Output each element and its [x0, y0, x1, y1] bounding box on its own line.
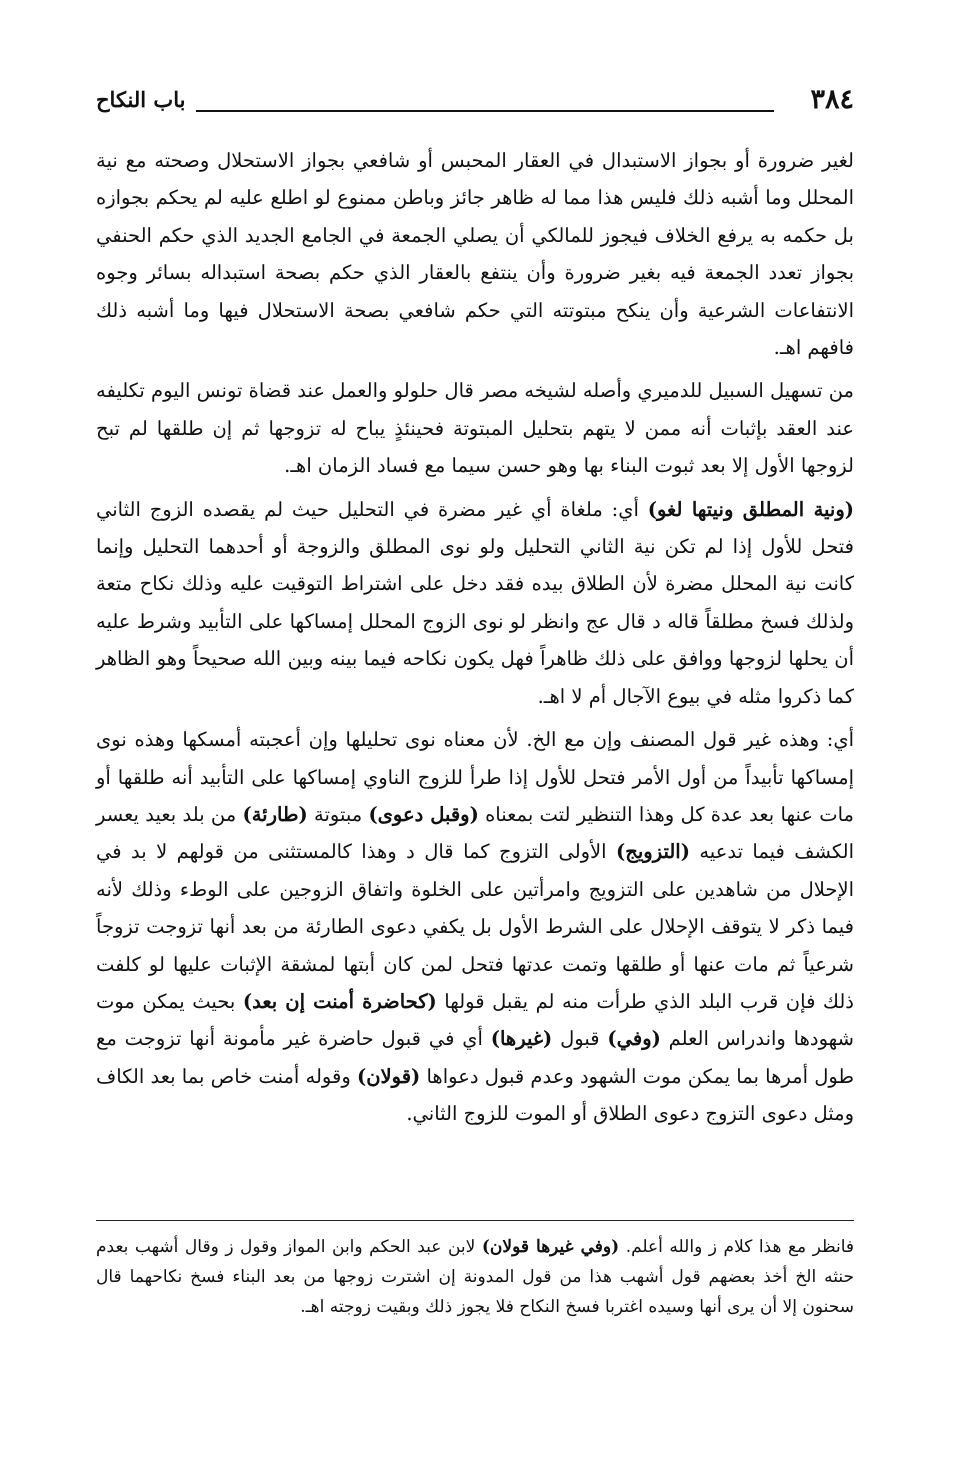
commentary-text: مبتوتة [307, 802, 369, 826]
page-header [96, 82, 854, 122]
matn-quote: (ونية المطلق ونيتها لغو) [647, 497, 854, 521]
paragraph-3 [96, 491, 854, 715]
footnote [96, 1232, 854, 1322]
footnote-text: لابن عبد الحكم وابن المواز وقول ز وقال أشهب بعدم حنثه الخ أخذ بعضهم قول أشهب هذا من قول المدونة إن اشترت زوجها من بعد البناء فسخ نكاحهما قال سحنون إلا أن يرى أنها وسيده اغتربا فسخ النكاح فلا يجوز ذلك وبقيت زوجته اهـ. [96, 1237, 854, 1317]
matn-quote: (كحاضرة أمنت إن بعد) [242, 989, 437, 1013]
matn-quote: (قولان) [356, 1064, 421, 1088]
footnote-text: فانظر مع هذا كلام ز والله أعلم. [619, 1237, 855, 1257]
footnote-paragraph [96, 1232, 854, 1322]
paragraph-1: لغير ضرورة أو بجواز الاستبدال في العقار المحبس أو شافعي بجواز الاستحلال وصحته مع نية المحلل وما أشبه ذلك فليس هذا مما له ظاهر جائز وباطن ممنوع لو اطلع عليه لم يحكم بجوازه بل حكمه به يرفع الخلاف فيجوز للمالكي أن يصلي الجمعة في الجامع الجديد الذي حكم الحنفي بجواز تعدد الجمعة فيه بغير ضرورة وأن ينتفع بالعقار الذي حكم بصحة استبداله بسائر وجوه الانتفاعات الشرعية وأن ينكح مبتوتته التي حكم شافعي بصحة الاستحلال فيها وما أشبه ذلك فافهم اهـ. [96, 149, 854, 360]
commentary-text: أي في قبول حاضرة غير مأمونة أنها تزوجت مع طول أمرها بما يمكن موت الشهود وعدم قبول دعواها [96, 1027, 854, 1088]
footnote-quote: (وفي غيرها قولان) [481, 1237, 620, 1257]
commentary-text: وقوله أمنت خاص بما بعد الكاف ومثل دعوى التزوج دعوى الطلاق أو الموت للزوج الثاني. [96, 1064, 854, 1126]
page-number: ٣٨٤ [810, 84, 854, 115]
chapter-title: باب النكاح [96, 87, 186, 112]
paragraph-4 [96, 721, 854, 1132]
matn-quote: (غيرها) [490, 1027, 553, 1051]
header-rule [196, 110, 774, 112]
matn-quote: (وقبل دعوى) [368, 802, 479, 826]
commentary-text: بحيث يمكن موت شهودها واندراس العلم [96, 989, 854, 1051]
commentary-text: الأولى التزوج كما قال د وهذا كالمستثنى من قولهم لا بد في الإحلال من شاهدين على التزويج وامرأتين على الخلوة واتفاق الزوجين على الوطء وذلك لأنه فيما ذكر لا يتوقف الإحلال على الشرط الأول بل يكفي دعوى الطارئة من بعد أنها تزوجت تزوجاً شرعياً ثم مات عنها أو طلقها وتمت عدتها فتحل لمن كان أبتها لمشقة الإثبات عليها لو كلفت ذلك فإن قرب البلد الذي طرأت منه لم يقبل قولها [96, 840, 854, 1013]
main-text [96, 142, 854, 1139]
paragraph-2: من تسهيل السبيل للدميري وأصله لشيخه مصر قال حلولو والعمل عند قضاة تونس اليوم تكليفه عند العقد بإثبات أنه ممن لا يتهم بتحليل المبتوتة فحينئذٍ يباح له تزوجها ثم إن طلقها لم تبح لزوجها الأول إلا بعد ثبوت البناء بها وهو حسن سيما مع فساد الزمان اهـ. [96, 379, 854, 478]
footnote-separator [96, 1220, 854, 1221]
matn-quote: (طارئة) [242, 802, 308, 826]
matn-quote: (وفي) [607, 1027, 661, 1051]
commentary-text: أي: وهذه غير قول المصنف وإن مع الخ. لأن معناه نوى تحليلها وإن أعجبته أمسكها وهذه نوى إمساكها تأبيداً من أول الأمر فتحل للأول إذا طرأ للزوج الناوي إمساكها على التأبيد أنه طلقها أو مات عنها بعد عدة كل وهذا التنظير لتت بمعناه [96, 728, 854, 826]
commentary-text: من بلد بعيد يعسر الكشف فيما تدعيه [96, 802, 854, 864]
matn-quote: (التزويج) [616, 840, 690, 864]
commentary-text: أي: ملغاة أي غير مضرة في التحليل حيث لم يقصده الزوج الثاني فتحل للأول إذا لم تكن نية الثاني التحليل ولو نوى المطلق والزوجة أو أحدهما التحليل وإنما كانت نية المحلل مضرة لأن الطلاق بيده فقد دخل على اشتراط التوقيت عليه وذلك نكاح متعة ولذلك فسخ مطلقاً قاله د قال عج وانظر لو نوى الزوج المحلل إمساكها على التأبيد وشرط عليه أن يحلها لزوجها ووافق على ذلك ظاهراً فهل يكون نكاحه فيما بينه وبين الله صحيحاً وهو الظاهر كما ذكروا مثله في بيوع الآجال أم لا اهـ. [96, 497, 854, 708]
commentary-text: قبول [552, 1027, 608, 1051]
